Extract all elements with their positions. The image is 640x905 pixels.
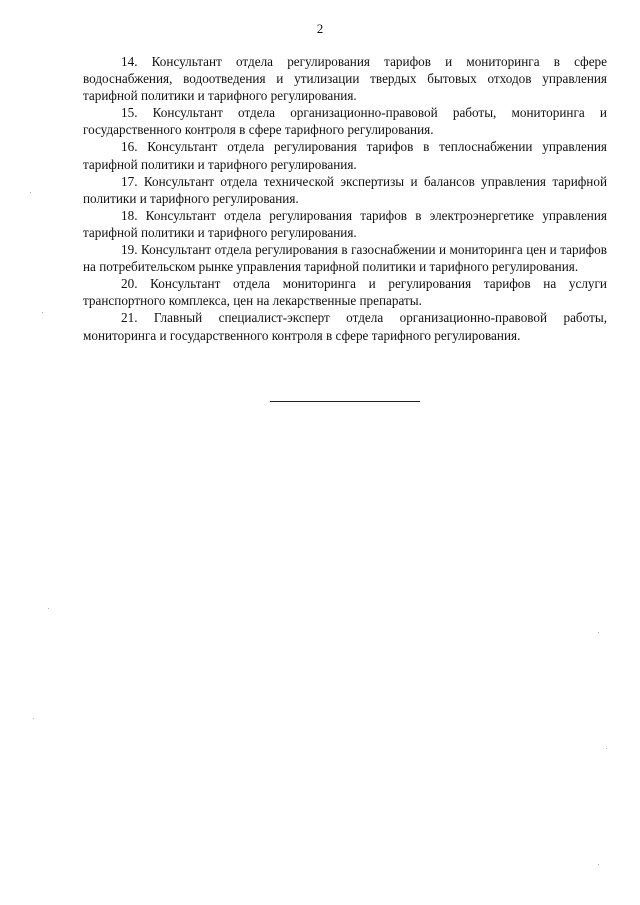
scan-speck <box>42 312 43 313</box>
position-list <box>83 53 607 344</box>
page-number: 2 <box>316 21 324 36</box>
scan-speck <box>598 632 599 633</box>
scan-speck <box>598 864 599 865</box>
scan-speck <box>33 718 34 719</box>
list-item: 14. Консультант отдела регулирования тарифов и мониторинга в сфере водоснабжения, водоотведения и утилизации твердых бытовых отходов управления тарифной политики и тарифного регулирования. <box>83 54 607 104</box>
list-item: 16. Консультант отдела регулирования тарифов в теплоснабжении управления тарифной политики и тарифного регулирования. <box>83 139 607 172</box>
end-separator-line <box>270 401 420 402</box>
scan-speck <box>48 608 49 609</box>
scan-speck <box>606 748 607 749</box>
list-item: 18. Консультант отдела регулирования тарифов в электроэнергетике управления тарифной политики и тарифного регулирования. <box>83 207 607 240</box>
list-item: 15. Консультант отдела организационно-правовой работы, мониторинга и государственного контроля в сфере тарифного регулирования. <box>83 105 607 138</box>
list-item: 19. Консультант отдела регулирования в газоснабжении и мониторинга цен и тарифов на потребительском рынке управления тарифной политики и тарифного регулирования. <box>83 242 607 275</box>
list-item: 17. Консультант отдела технической экспертизы и балансов управления тарифной политики и тарифного регулирования. <box>83 173 607 206</box>
list-item: 21. Главный специалист-эксперт отдела организационно-правовой работы, мониторинга и государственного контроля в сфере тарифного регулирования. <box>83 310 607 343</box>
list-item: 20. Консультант отдела мониторинга и регулирования тарифов на услуги транспортного комплекса, цен на лекарственные препараты. <box>83 276 607 309</box>
scan-speck <box>30 192 31 193</box>
